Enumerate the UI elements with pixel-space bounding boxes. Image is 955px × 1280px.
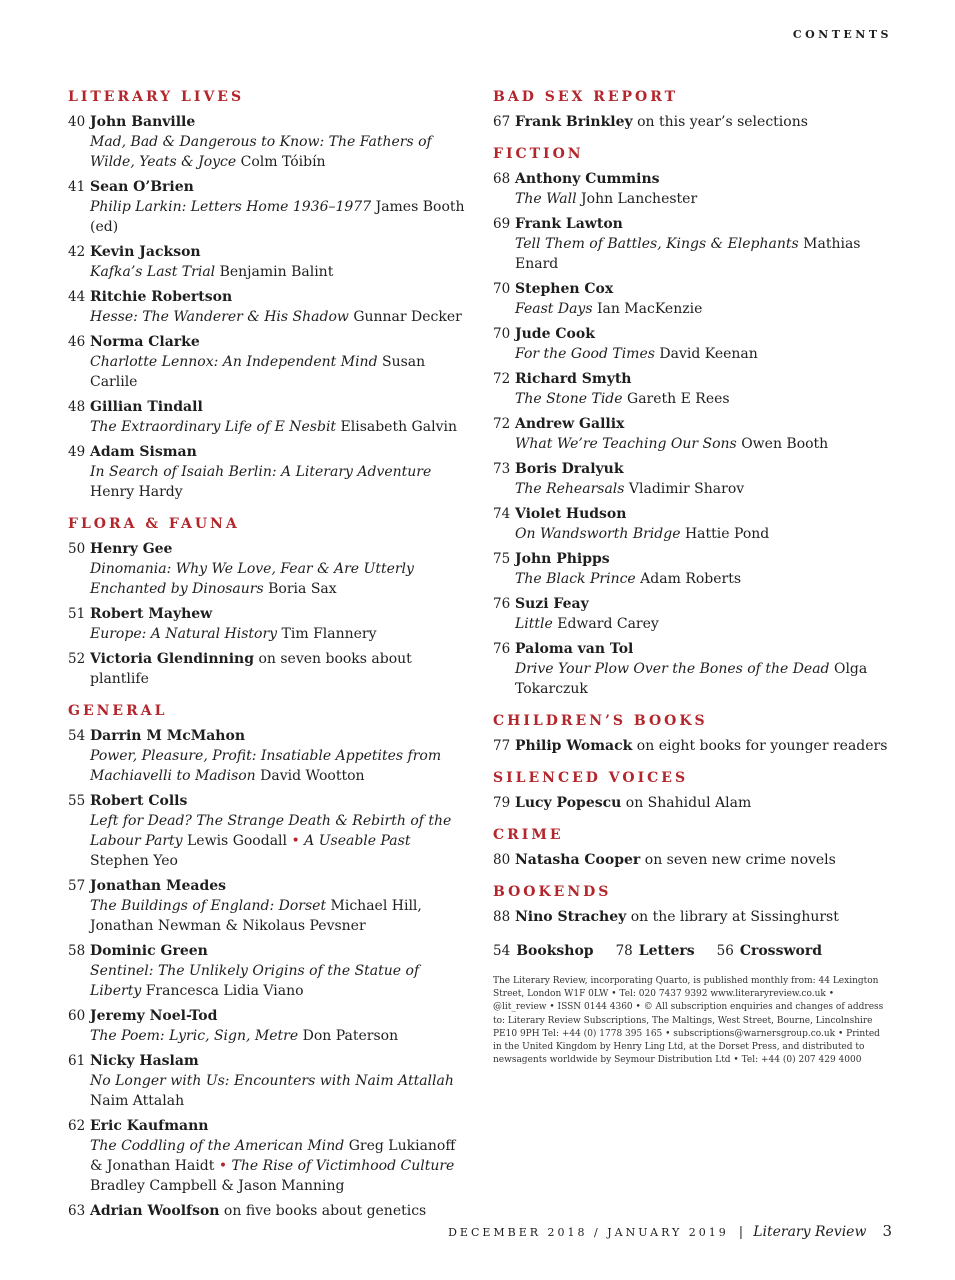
book-title: The Coddling of the American Mind	[90, 1138, 345, 1154]
entry-text	[515, 793, 903, 813]
book-author: Benjamin Balint	[215, 264, 334, 280]
toc-entry[interactable]	[493, 549, 903, 589]
book-author: Susan Carlile	[90, 354, 426, 390]
book-author: Tim Flannery	[277, 626, 377, 642]
page-number: 77	[493, 738, 511, 754]
book-title: No Longer with Us: Encounters with Naim Attallah	[90, 1073, 454, 1089]
reviewer-name: Eric Kaufmann	[90, 1118, 209, 1134]
bullet-separator: •	[218, 1158, 228, 1174]
entry-description: on Shahidul Alam	[621, 795, 752, 811]
toc-section	[493, 88, 903, 132]
book-author: Henry Hardy	[90, 484, 183, 500]
page-number: 46	[68, 334, 86, 350]
book-title: Sentinel: The Unlikely Origins of the Statue of Liberty	[90, 963, 420, 999]
book-author: Mathias Enard	[515, 236, 861, 272]
page-number: 57	[68, 878, 86, 894]
book-title: The Extraordinary Life of E Nesbit	[90, 419, 337, 435]
book-author: Owen Booth	[736, 436, 829, 452]
page-number: 54	[68, 728, 86, 744]
book-author: Naim Attalah	[90, 1093, 185, 1109]
entry-description: on five books about genetics	[219, 1203, 427, 1219]
page-number: 56	[716, 943, 734, 959]
book-title: Power, Pleasure, Profit: Insatiable Appetites from Machiavelli to Madison	[90, 748, 442, 784]
page-number: 55	[68, 793, 86, 809]
book-author: John Lanchester	[576, 191, 698, 207]
book-title: Hesse: The Wanderer & His Shadow	[90, 309, 349, 325]
entry-text	[90, 649, 468, 689]
toc-section	[68, 702, 468, 1221]
book-author: Vladimir Sharov	[624, 481, 745, 497]
book-title: Mad, Bad & Dangerous to Know: The Fathers of Wilde, Yeats & Joyce	[90, 134, 432, 170]
entry-text	[515, 907, 903, 927]
toc-entry[interactable]	[493, 504, 903, 544]
reviewer-name: Kevin Jackson	[90, 244, 201, 260]
toc-section	[68, 515, 468, 689]
toc-entry[interactable]	[68, 649, 468, 689]
page-number: 62	[68, 1118, 86, 1134]
reviewer-name: Gillian Tindall	[90, 399, 203, 415]
section-title: GENERAL	[68, 703, 168, 719]
toc-entry[interactable]	[493, 279, 903, 319]
issue-date: DECEMBER 2018 / JANUARY 2019	[448, 1226, 729, 1239]
reviewer-name: Natasha Cooper	[515, 852, 641, 868]
entry-text	[90, 242, 468, 282]
book-author: David Wootton	[255, 768, 365, 784]
toc-entry[interactable]	[68, 791, 468, 871]
entry-description: on this year’s selections	[632, 114, 808, 130]
section-title: FICTION	[493, 146, 584, 162]
book-title: The Buildings of England: Dorset	[90, 898, 327, 914]
entry-text	[90, 332, 468, 392]
page-number: 70	[493, 326, 511, 342]
entry-text	[515, 736, 903, 756]
book-title: The Rise of Victimhood Culture	[227, 1158, 455, 1174]
left-column	[68, 88, 468, 1234]
book-title: Dinomania: Why We Love, Fear & Are Utterly Enchanted by Dinosaurs	[90, 561, 414, 597]
book-author: Boria Sax	[263, 581, 337, 597]
book-title: What We’re Teaching Our Sons	[515, 436, 737, 452]
book-title: A Useable Past	[299, 833, 411, 849]
entry-text	[90, 112, 468, 172]
book-title: On Wandsworth Bridge	[515, 526, 681, 542]
book-author: Ian MacKenzie	[592, 301, 703, 317]
page-number: 69	[493, 216, 511, 232]
entry-text	[90, 1201, 468, 1221]
toc-section	[493, 712, 903, 756]
page-number: 88	[493, 909, 511, 925]
book-author: Francesca Lidia Viano	[141, 983, 304, 999]
entry-text	[90, 791, 468, 871]
page-number: 72	[493, 416, 511, 432]
reviewer-name: John Banville	[90, 114, 196, 130]
reviewer-name: Frank Lawton	[515, 216, 623, 232]
entry-text	[90, 287, 468, 327]
page-number: 63	[68, 1203, 86, 1219]
book-title: Left for Dead? The Strange Death & Rebirth of the Labour Party	[90, 813, 452, 849]
toc-entry[interactable]	[68, 876, 468, 936]
book-author: Greg Lukianoff & Jonathan Haidt	[90, 1138, 456, 1174]
entry-text	[90, 1051, 468, 1111]
entry-text	[90, 876, 468, 936]
entry-description: on eight books for younger readers	[632, 738, 888, 754]
page-number: 41	[68, 179, 86, 195]
extra-label: Crossword	[739, 943, 823, 959]
page-number: 49	[68, 444, 86, 460]
book-author: Gareth E Rees	[622, 391, 730, 407]
toc-entry[interactable]	[68, 539, 468, 599]
toc-section	[493, 826, 903, 870]
page-number: 70	[493, 281, 511, 297]
entry-text	[90, 1006, 468, 1046]
entry-text	[90, 1116, 468, 1196]
page-number: 76	[493, 596, 511, 612]
toc-entry[interactable]	[493, 324, 903, 364]
book-author: Adam Roberts	[635, 571, 742, 587]
right-column	[493, 88, 903, 1067]
page-number: 74	[493, 506, 511, 522]
reviewer-name: Boris Dralyuk	[515, 461, 624, 477]
toc-entry[interactable]	[68, 1201, 468, 1221]
toc-entry[interactable]	[493, 169, 903, 209]
entry-text	[515, 169, 903, 209]
entry-text	[90, 604, 468, 644]
reviewer-name: Robert Colls	[90, 793, 188, 809]
section-title: BAD SEX REPORT	[493, 89, 679, 105]
book-title: Europe: A Natural History	[90, 626, 278, 642]
section-title: CRIME	[493, 827, 564, 843]
page-number: 76	[493, 641, 511, 657]
entry-text	[90, 941, 468, 1001]
toc-entry[interactable]	[493, 369, 903, 409]
publication-info: The Literary Review, incorporating Quarto, is published monthly from: 44 Lexington Street, London W1F 0LW • Tel: 020 7437 9392 www.literaryreview.co.uk • @lit_review • ISSN 0144 4360 • © All subscription enquiries and changes of address to: Literary Review Subscriptions, The Maltings, West Street, Bourne, Lincolnshire PE10 9PH Tel: +44 (0) 1778 395 165 • subscriptions@warnersgroup.co.uk • Printed in the United Kingdom by Henry Ling Ltd, at the Dorset Press, and distributed to newsagents worldwide by Seymour Distribution Ltd • Tel: +44 (0) 207 429 4000	[493, 976, 884, 1066]
reviewer-name: Adam Sisman	[90, 444, 197, 460]
contents-label: CONTENTS	[792, 28, 892, 41]
entry-text	[515, 459, 903, 499]
toc-entry[interactable]	[68, 177, 468, 237]
toc-entry[interactable]	[493, 414, 903, 454]
toc-section	[493, 769, 903, 813]
reviewer-name: Nicky Haslam	[90, 1053, 199, 1069]
page-number: 78	[615, 943, 633, 959]
reviewer-name: Henry Gee	[90, 541, 173, 557]
page-number: 48	[68, 399, 86, 415]
section-title: FLORA & FAUNA	[68, 516, 240, 532]
reviewer-name: Robert Mayhew	[90, 606, 213, 622]
reviewer-name: Suzi Feay	[515, 596, 589, 612]
page-number: 54	[493, 943, 511, 959]
book-title: The Poem: Lyric, Sign, Metre	[90, 1028, 299, 1044]
book-title: Little	[515, 616, 553, 632]
entry-text	[515, 112, 903, 132]
toc-entry[interactable]	[68, 287, 468, 327]
reviewer-name: Frank Brinkley	[515, 114, 633, 130]
magazine-name: Literary Review	[753, 1224, 867, 1240]
book-author: James Booth (ed)	[90, 199, 465, 235]
footer-separator: |	[738, 1225, 744, 1240]
book-author: Stephen Yeo	[90, 853, 178, 869]
entry-text	[90, 539, 468, 599]
reviewer-name: Violet Hudson	[515, 506, 627, 522]
entry-text	[515, 414, 903, 454]
entry-text	[515, 549, 903, 589]
toc-entry[interactable]	[493, 793, 903, 813]
toc-entry[interactable]	[68, 112, 468, 172]
toc-section	[493, 883, 903, 927]
page-number: 50	[68, 541, 86, 557]
reviewer-name: Anthony Cummins	[515, 171, 660, 187]
entry-text	[515, 324, 903, 364]
book-author: Hattie Pond	[680, 526, 770, 542]
page-number: 80	[493, 852, 511, 868]
entry-text	[515, 850, 903, 870]
page-number: 61	[68, 1053, 86, 1069]
book-author: David Keenan	[654, 346, 758, 362]
book-title: Philip Larkin: Letters Home 1936–1977	[90, 199, 372, 215]
entry-text	[515, 214, 903, 274]
toc-entry[interactable]	[68, 1006, 468, 1046]
book-author: Elisabeth Galvin	[336, 419, 457, 435]
page-number: 60	[68, 1008, 86, 1024]
toc-entry[interactable]	[68, 1051, 468, 1111]
page-number: 3	[882, 1222, 892, 1240]
entry-text	[515, 639, 903, 699]
entry-text	[90, 397, 468, 437]
extra-link[interactable]	[616, 941, 695, 961]
extras-row	[493, 941, 903, 961]
extra-label: Bookshop	[516, 943, 594, 959]
book-author: Colm Tóibín	[236, 154, 326, 170]
toc-entry[interactable]	[493, 907, 903, 927]
reviewer-name: Darrin M McMahon	[90, 728, 245, 744]
toc-section	[493, 145, 903, 699]
section-title: SILENCED VOICES	[493, 770, 689, 786]
toc-entry[interactable]	[68, 242, 468, 282]
page-number: 52	[68, 651, 86, 667]
entry-text	[515, 594, 903, 634]
section-title: LITERARY LIVES	[68, 89, 245, 105]
reviewer-name: Lucy Popescu	[515, 795, 622, 811]
toc-entry[interactable]	[68, 332, 468, 392]
toc-entry[interactable]	[493, 594, 903, 634]
reviewer-name: Norma Clarke	[90, 334, 200, 350]
entry-text	[90, 442, 468, 502]
book-title: Feast Days	[515, 301, 593, 317]
extra-label: Letters	[638, 943, 695, 959]
reviewer-name: Dominic Green	[90, 943, 208, 959]
book-title: In Search of Isaiah Berlin: A Literary Adventure	[90, 464, 432, 480]
entry-text	[515, 279, 903, 319]
toc-entry[interactable]	[68, 397, 468, 437]
toc-entry[interactable]	[68, 1116, 468, 1196]
book-title: Tell Them of Battles, Kings & Elephants	[515, 236, 799, 252]
book-title: The Wall	[515, 191, 577, 207]
bullet-separator: •	[291, 833, 300, 849]
page-number: 68	[493, 171, 511, 187]
book-author: Michael Hill, Jonathan Newman & Nikolaus Pevsner	[90, 898, 422, 934]
book-title: The Black Prince	[515, 571, 636, 587]
entry-text	[90, 726, 468, 786]
toc-section	[68, 88, 468, 502]
entry-description: on seven new crime novels	[640, 852, 836, 868]
page-number: 75	[493, 551, 511, 567]
page-number: 73	[493, 461, 511, 477]
toc-entry[interactable]	[68, 726, 468, 786]
book-author: Edward Carey	[552, 616, 659, 632]
entry-description: on the library at Sissinghurst	[626, 909, 839, 925]
reviewer-name: Jeremy Noel-Tod	[90, 1008, 218, 1024]
page-number: 40	[68, 114, 86, 130]
reviewer-name: Stephen Cox	[515, 281, 614, 297]
book-title: Drive Your Plow Over the Bones of the Dead	[515, 661, 830, 677]
toc-entry[interactable]	[493, 459, 903, 499]
page-number: 42	[68, 244, 86, 260]
entry-description: on seven books about plantlife	[90, 651, 412, 687]
reviewer-name: Richard Smyth	[515, 371, 632, 387]
reviewer-name: Paloma van Tol	[515, 641, 634, 657]
book-title: The Rehearsals	[515, 481, 625, 497]
reviewer-name: John Phipps	[515, 551, 610, 567]
reviewer-name: Jonathan Meades	[90, 878, 227, 894]
reviewer-name: Victoria Glendinning	[90, 651, 255, 667]
book-author: Lewis Goodall	[182, 833, 292, 849]
toc-entry[interactable]	[68, 941, 468, 1001]
book-title: Charlotte Lennox: An Independent Mind	[90, 354, 378, 370]
page-number: 72	[493, 371, 511, 387]
toc-entry[interactable]	[493, 850, 903, 870]
reviewer-name: Andrew Gallix	[515, 416, 625, 432]
book-author: Gunnar Decker	[348, 309, 462, 325]
entry-text	[90, 177, 468, 237]
toc-entry[interactable]	[68, 442, 468, 502]
toc-entry[interactable]	[493, 214, 903, 274]
entry-text	[515, 504, 903, 544]
toc-entry[interactable]	[68, 604, 468, 644]
toc-entry[interactable]	[493, 112, 903, 132]
extra-link[interactable]	[717, 941, 822, 961]
book-title: Kafka’s Last Trial	[90, 264, 216, 280]
reviewer-name: Nino Strachey	[515, 909, 627, 925]
page-number: 44	[68, 289, 86, 305]
book-title: The Stone Tide	[515, 391, 623, 407]
page-number: 79	[493, 795, 511, 811]
reviewer-name: Philip Womack	[515, 738, 633, 754]
section-title: CHILDREN’S BOOKS	[493, 713, 708, 729]
section-title: BOOKENDS	[493, 884, 612, 900]
reviewer-name: Adrian Woolfson	[90, 1203, 220, 1219]
book-author: Olga Tokarczuk	[515, 661, 868, 697]
toc-entry[interactable]	[493, 736, 903, 756]
page-footer	[448, 1222, 892, 1240]
book-title: For the Good Times	[515, 346, 655, 362]
page-number: 58	[68, 943, 86, 959]
reviewer-name: Sean O’Brien	[90, 179, 194, 195]
extra-link[interactable]	[493, 941, 594, 961]
page-number: 51	[68, 606, 86, 622]
reviewer-name: Jude Cook	[515, 326, 595, 342]
page-number: 67	[493, 114, 511, 130]
toc-entry[interactable]	[493, 639, 903, 699]
reviewer-name: Ritchie Robertson	[90, 289, 233, 305]
book-author: Bradley Campbell & Jason Manning	[90, 1178, 345, 1194]
entry-text	[515, 369, 903, 409]
book-author: Don Paterson	[298, 1028, 399, 1044]
